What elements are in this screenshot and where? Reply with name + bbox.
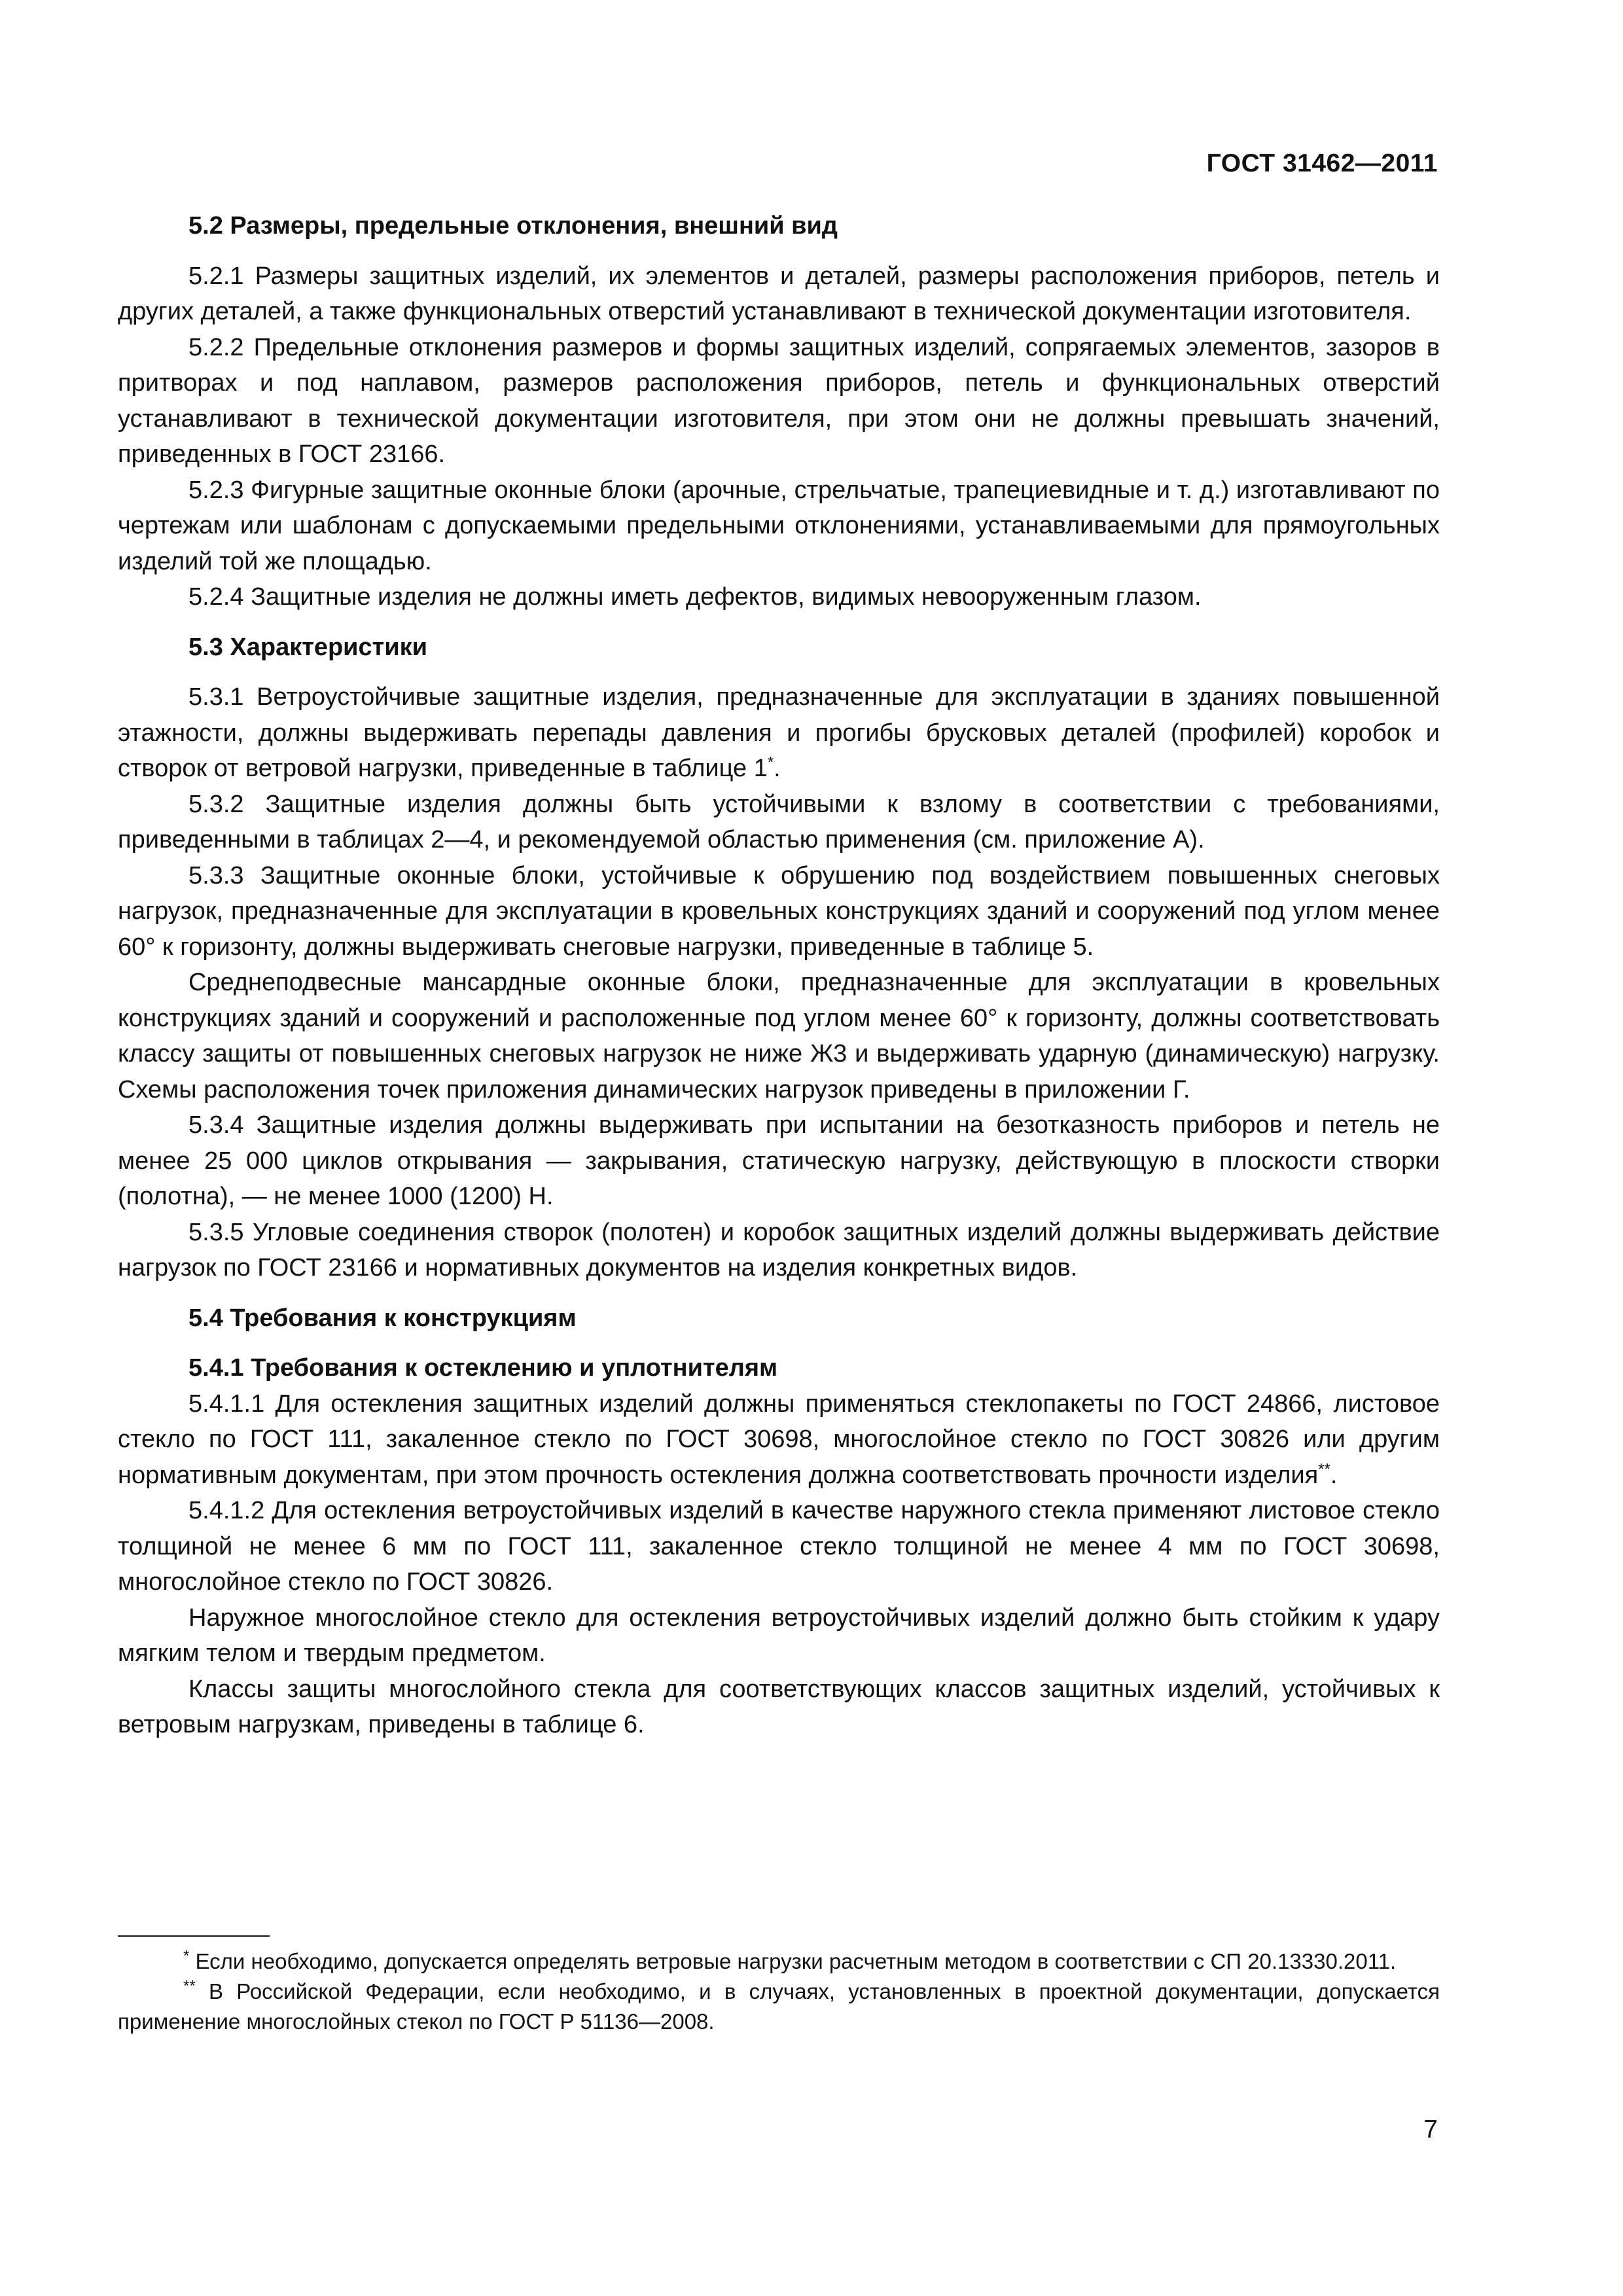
paragraph-5-3-3: 5.3.3 Защитные оконные блоки, устойчивые к обрушению под воздействием повышенных снеговых нагрузок, предназначенные для эксплуатации в кровельных конструкциях зданий и сооружений под углом менее 60° к горизонту, должны выдерживать снеговые нагрузки, приведенные в таблице 5. [118, 861, 1440, 961]
main-content [118, 208, 1440, 1743]
paragraph-5-4-1-1-text: 5.4.1.1 Для остекления защитных изделий должны применяться стеклопакеты по ГОСТ 24866, листовое стекло по ГОСТ 111, закаленное стекло по ГОСТ 30698, многослойное стекло по ГОСТ 30826 или другим нормативным документам, при этом прочность остекления должна соответствовать прочности изделия [118, 1390, 1440, 1489]
document-code: ГОСТ 31462—2011 [1206, 149, 1438, 177]
paragraph-5-3-1-end: . [774, 755, 781, 782]
page-number: 7 [1423, 2115, 1438, 2144]
paragraph-outer-glass: Наружное многослойное стекло для остекления ветроустойчивых изделий должно быть стойким к удару мягким телом и твердым предметом. [118, 1604, 1440, 1667]
footnote-ref-1: * [767, 753, 774, 772]
paragraph-5-2-3: 5.2.3 Фигурные защитные оконные блоки (арочные, стрельчатые, трапециевидные и т. д.) изготавливают по чертежам или шаблонам с допускаемыми предельными отклонениями, устанавливаемыми для прямоугольных изделий той же площадью. [118, 476, 1440, 575]
paragraph-5-2-1: 5.2.1 Размеры защитных изделий, их элементов и деталей, размеры расположения приборов, петель и других деталей, а также функциональных отверстий устанавливают в технической документации изготовителя. [118, 262, 1440, 325]
paragraph-5-3-5: 5.3.5 Угловые соединения створок (полотен) и коробок защитных изделий должны выдерживать действие нагрузок по ГОСТ 23166 и нормативных документов на изделия конкретных видов. [118, 1218, 1440, 1282]
section-heading-5-2: 5.2 Размеры, предельные отклонения, внешний вид [188, 212, 838, 240]
section-heading-5-4-1: 5.4.1 Требования к остеклению и уплотнителям [188, 1354, 778, 1382]
paragraph-5-2-4: 5.2.4 Защитные изделия не должны иметь дефектов, видимых невооруженным глазом. [188, 583, 1202, 611]
paragraph-5-3-1-text: 5.3.1 Ветроустойчивые защитные изделия, предназначенные для эксплуатации в зданиях повышенной этажности, должны выдерживать перепады давления и прогибы брусковых деталей (профилей) коробок и створок от ветровой нагрузки, приведенные в таблице 1 [118, 683, 1440, 782]
paragraph-5-4-1-1 [118, 1386, 1440, 1494]
footnote-divider [118, 1935, 270, 1937]
paragraph-5-3-2: 5.3.2 Защитные изделия должны быть устойчивыми к взлому в соответствии с требованиями, приведенными в таблицах 2—4, и рекомендуемой областью применения (см. приложение А). [118, 790, 1440, 853]
paragraph-5-3-4: 5.3.4 Защитные изделия должны выдерживать при испытании на безотказность приборов и петель не менее 25 000 циклов открывания — закрывания, статическую нагрузку, действующую в плоскости створки (полотна), — не менее 1000 (1200) Н. [118, 1111, 1440, 1210]
paragraph-mansard: Среднеподвесные мансардные оконные блоки, предназначенные для эксплуатации в кровельных конструкциях зданий и сооружений и расположенные под углом менее 60° к горизонту, должны соответствовать классу защиты от повышенных снеговых нагрузок не ниже Ж3 и выдерживать ударную (динамическую) нагрузку. Схемы расположения точек приложения динамических нагрузок приведены в приложении Г. [118, 969, 1440, 1103]
footnote-ref-2: ** [1318, 1460, 1330, 1478]
footnote-mark-1: * [183, 1947, 190, 1965]
footnotes [118, 1946, 1440, 2037]
footnote-2 [118, 1977, 1440, 2037]
paragraph-5-4-1-1-end: . [1330, 1461, 1338, 1489]
paragraph-5-3-1 [118, 679, 1440, 787]
section-heading-5-3: 5.3 Характеристики [188, 633, 428, 661]
paragraph-5-4-1-2: 5.4.1.2 Для остекления ветроустойчивых изделий в качестве наружного стекла применяют листовое стекло толщиной не менее 6 мм по ГОСТ 111, закаленное стекло толщиной не менее 4 мм по ГОСТ 30698, многослойное стекло по ГОСТ 30826. [118, 1497, 1440, 1596]
paragraph-5-2-2: 5.2.2 Предельные отклонения размеров и формы защитных изделий, сопрягаемых элементов, зазоров в притворах и под наплавом, размеров расположения приборов, петель и функциональных отверстий устанавливают в технической документации изготовителя, при этом они не должны превышать значений, приведенных в ГОСТ 23166. [118, 333, 1440, 468]
section-heading-5-4: 5.4 Требования к конструкциям [188, 1304, 577, 1332]
footnote-text-2: В Российской Федерации, если необходимо, и в случаях, установленных в проектной документации, допускается применение многослойных стекол по ГОСТ Р 51136—2008. [118, 1979, 1440, 2034]
footnote-mark-2: ** [183, 1977, 196, 1995]
footnote-1 [118, 1946, 1440, 1977]
paragraph-glass-classes: Классы защиты многослойного стекла для соответствующих классов защитных изделий, устойчивых к ветровым нагрузкам, приведены в таблице 6. [118, 1675, 1440, 1738]
footnote-text-1: Если необходимо, допускается определять ветровые нагрузки расчетным методом в соответствии с СП 20.13330.2011. [189, 1949, 1397, 1973]
